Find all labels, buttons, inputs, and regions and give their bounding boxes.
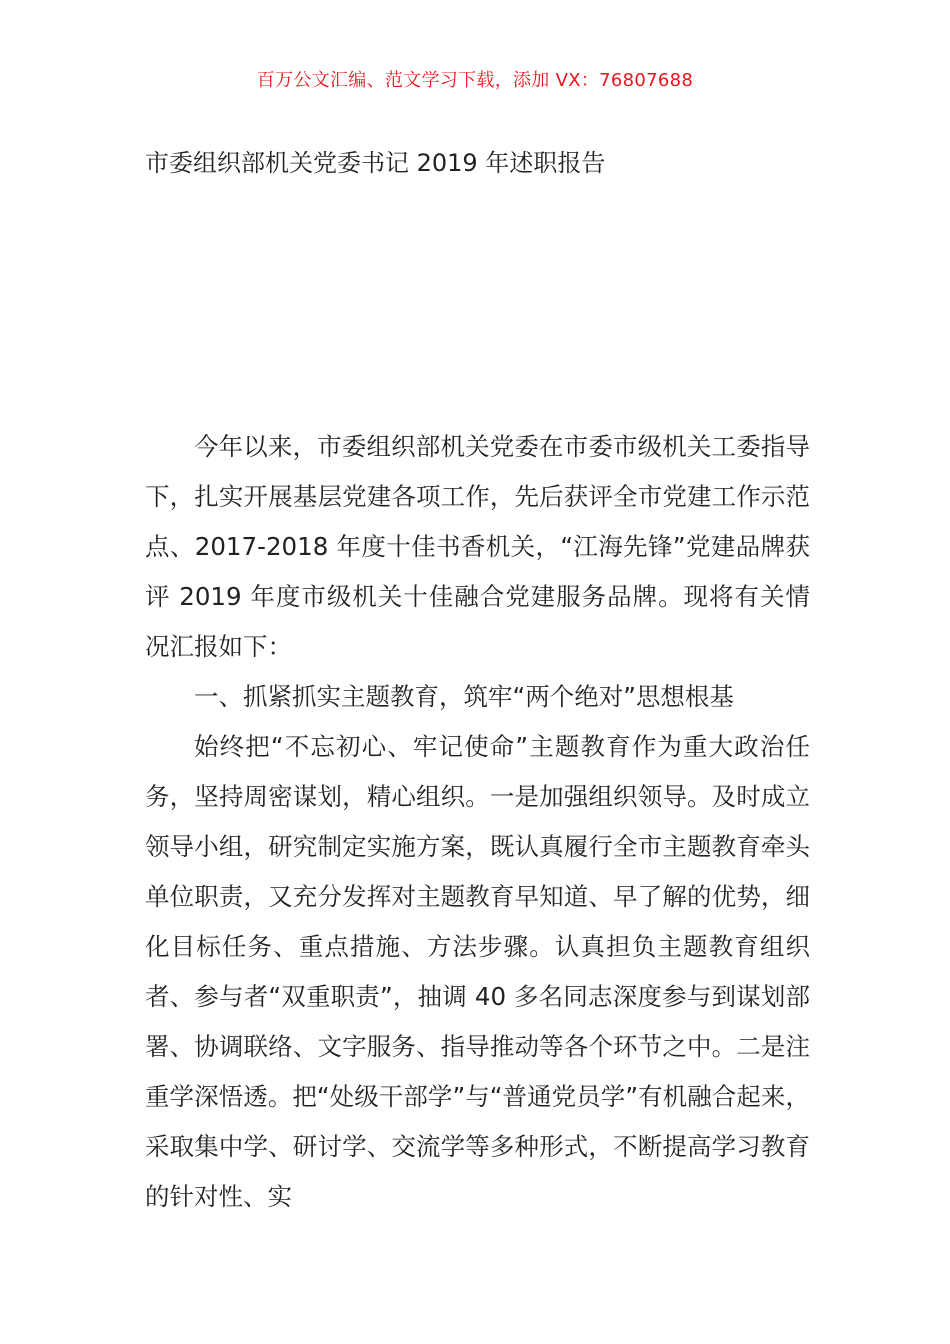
intro-paragraph: 今年以来，市委组织部机关党委在市委市级机关工委指导下，扎实开展基层党建各项工作，先后获评全市党建工作示范点、2017-2018 年度十佳书香机关，“江海先锋”党建品牌获评 2019 年度市级机关十佳融合党建服务品牌。现将有关情况汇报如下： bbox=[145, 432, 810, 661]
section-paragraph: 始终把“不忘初心、牢记使命”主题教育作为重大政治任务，坚持周密谋划，精心组织。一是加强组织领导。及时成立领导小组，研究制定实施方案，既认真履行全市主题教育牵头单位职责，又充分发挥对主题教育早知道、早了解的优势，细化目标任务、重点措施、方法步骤。认真担负主题教育组织者、参与者“双重职责”，抽调 40 多名同志深度参与到谋划部署、协调联络、文字服务、指导推动等各个环节之中。二是注重学深悟透。把“处级干部学”与“普通党员学”有机融合起来，采取集中学、研讨学、交流学等多种形式，不断提高学习教育的针对性、实 bbox=[145, 732, 810, 1211]
document-body bbox=[145, 422, 810, 1222]
document-title: 市委组织部机关党委书记 2019 年述职报告 bbox=[145, 149, 606, 177]
section-heading: 一、抓紧抓实主题教育，筑牢“两个绝对”思想根基 bbox=[194, 682, 734, 711]
header-banner: 百万公文汇编、范文学习下载，添加 VX：76807688 bbox=[256, 70, 694, 91]
